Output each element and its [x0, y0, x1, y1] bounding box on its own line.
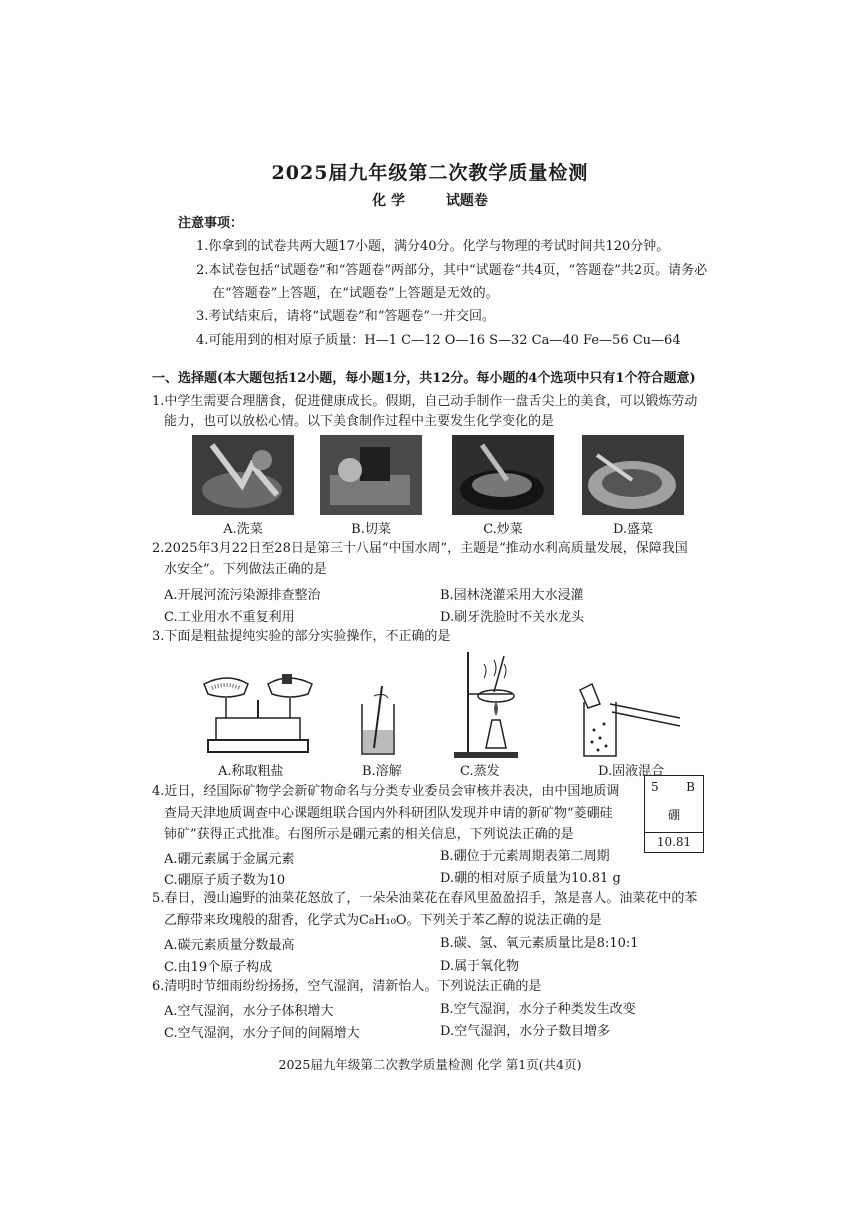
q1-photo-cut	[320, 435, 422, 515]
q6-stem: 6.清明时节细雨纷纷扬扬，空气湿润，清新怡人。下列说法正确的是	[152, 979, 542, 994]
q5-stem-line1: 5.春日，漫山遍野的油菜花怒放了，一朵朵油菜花在春风里盈盈招手，煞是喜人。油菜花中的苯	[152, 891, 698, 906]
q1-option-b: B.切菜	[351, 522, 391, 537]
q2-stem-line1: 2.2025年3月22日至28日是第三十八届“中国水周”，主题是“推动水利高质量发展，保障我国	[152, 541, 688, 556]
q3-stem: 3.下面是粗盐提纯实验的部分实验操作，不正确的是	[152, 629, 451, 644]
q2-option-d: D.刷牙洗脸时不关水龙头	[440, 610, 585, 625]
q5-option-c: C.由19个原子构成	[164, 960, 273, 975]
q4-stem-line3: 铈矿”获得正式批准。右图所示是硼元素的相关信息，下列说法正确的是	[164, 827, 574, 842]
subject-label: 化 学	[372, 193, 405, 209]
q1-option-d: D.盛菜	[612, 522, 654, 537]
notice-item-3: 3.考试结束后，请将“试题卷”和“答题卷”一并交回。	[196, 309, 495, 324]
section-heading: 一、选择题(本大题包括12小题，每小题1分，共12分。每小题的4个选项中只有1个符合题意)	[152, 371, 696, 386]
notice-item-4: 4.可能用到的相对原子质量：H—1 C—12 O—16 S—32 Ca—40 Fe—56 Cu—64	[196, 333, 681, 348]
q2-stem-line2: 水安全”。下列做法正确的是	[164, 562, 327, 577]
q2-option-b: B.园林浇灌采用大水浸灌	[440, 588, 584, 603]
notice-item-2-cont: 在“答题卷”上答题，在“试题卷”上答题是无效的。	[212, 286, 499, 301]
q3-option-d: D.固液混合	[598, 764, 665, 779]
q4-option-a: A.硼元素属于金属元素	[164, 852, 295, 867]
q3-figure-evaporation	[448, 650, 528, 760]
q4-stem-line2: 查局天津地质调查中心课题组联合国内外科研团队发现并申请的新矿物“菱硼硅	[164, 806, 613, 821]
boron-element-card	[644, 775, 704, 853]
q5-stem-line2: 乙醇带来玫瑰般的甜香，化学式为C₈H₁₀O。下列关于苯乙醇的说法正确的是	[164, 913, 602, 928]
q5-option-b: B.碳、氢、氧元素质量比是8:10:1	[440, 936, 639, 951]
q6-option-c: C.空气湿润，水分子间的间隔增大	[164, 1026, 360, 1041]
q1-stem-line1: 1.中学生需要合理膳食，促进健康成长。假期，自己动手制作一盘舌尖上的美食，可以锻炼劳动	[152, 394, 698, 409]
q6-option-a: A.空气湿润，水分子体积增大	[164, 1004, 334, 1019]
q3-figure-balance	[196, 670, 320, 758]
q5-option-a: A.碳元素质量分数最高	[164, 938, 295, 953]
element-name: 硼	[667, 808, 680, 822]
q2-option-c: C.工业用水不重复利用	[164, 610, 295, 625]
q4-option-b: B.硼位于元素周期表第二周期	[440, 849, 610, 864]
element-symbol: B	[686, 780, 695, 794]
q3-figure-mixing	[576, 680, 686, 760]
notice-item-1: 1.你拿到的试卷共两大题17小题，满分40分。化学与物理的考试时间共120分钟。	[196, 239, 670, 254]
q2-option-a: A.开展河流污染源排查整治	[164, 588, 321, 603]
q3-option-a: A.称取粗盐	[218, 764, 284, 779]
q4-stem-line1: 4.近日，经国际矿物学会新矿物命名与分类专业委员会审核并表决，由中国地质调	[152, 784, 620, 799]
element-mass: 10.81	[645, 832, 703, 849]
page-footer: 2025届九年级第二次教学质量检测 化学 第1页(共4页)	[278, 1057, 582, 1072]
q5-option-d: D.属于氧化物	[440, 959, 520, 974]
q1-photo-wash	[192, 435, 294, 515]
q1-photo-serve	[582, 435, 684, 515]
notice-item-2: 2.本试卷包括“试题卷”和“答题卷”两部分，其中“试题卷”共4页，“答题卷”共2页。请务必	[196, 263, 708, 278]
q1-stem-line2: 能力，也可以放松心情。以下美食制作过程中主要发生化学变化的是	[164, 414, 555, 429]
q1-option-a: A.洗菜	[223, 522, 263, 537]
page-title: 2025届九年级第二次教学质量检测	[271, 162, 589, 184]
q3-option-c: C.蒸发	[460, 764, 500, 779]
q3-option-b: B.溶解	[362, 764, 402, 779]
q6-option-d: D.空气湿润，水分子数目增多	[440, 1024, 611, 1039]
paper-type-label: 试题卷	[445, 193, 488, 209]
notice-heading: 注意事项：	[178, 216, 244, 231]
q4-option-d: D.硼的相对原子质量为10.81 g	[440, 871, 621, 886]
q4-option-c: C.硼原子质子数为10	[164, 873, 286, 888]
q1-photo-fry	[452, 435, 554, 515]
page-subtitle	[0, 190, 860, 210]
element-atomic-number: 5	[651, 780, 659, 794]
q6-option-b: B.空气湿润，水分子种类发生改变	[440, 1002, 636, 1017]
q3-figure-beaker	[356, 684, 400, 758]
q1-option-c: C.炒菜	[483, 522, 523, 537]
